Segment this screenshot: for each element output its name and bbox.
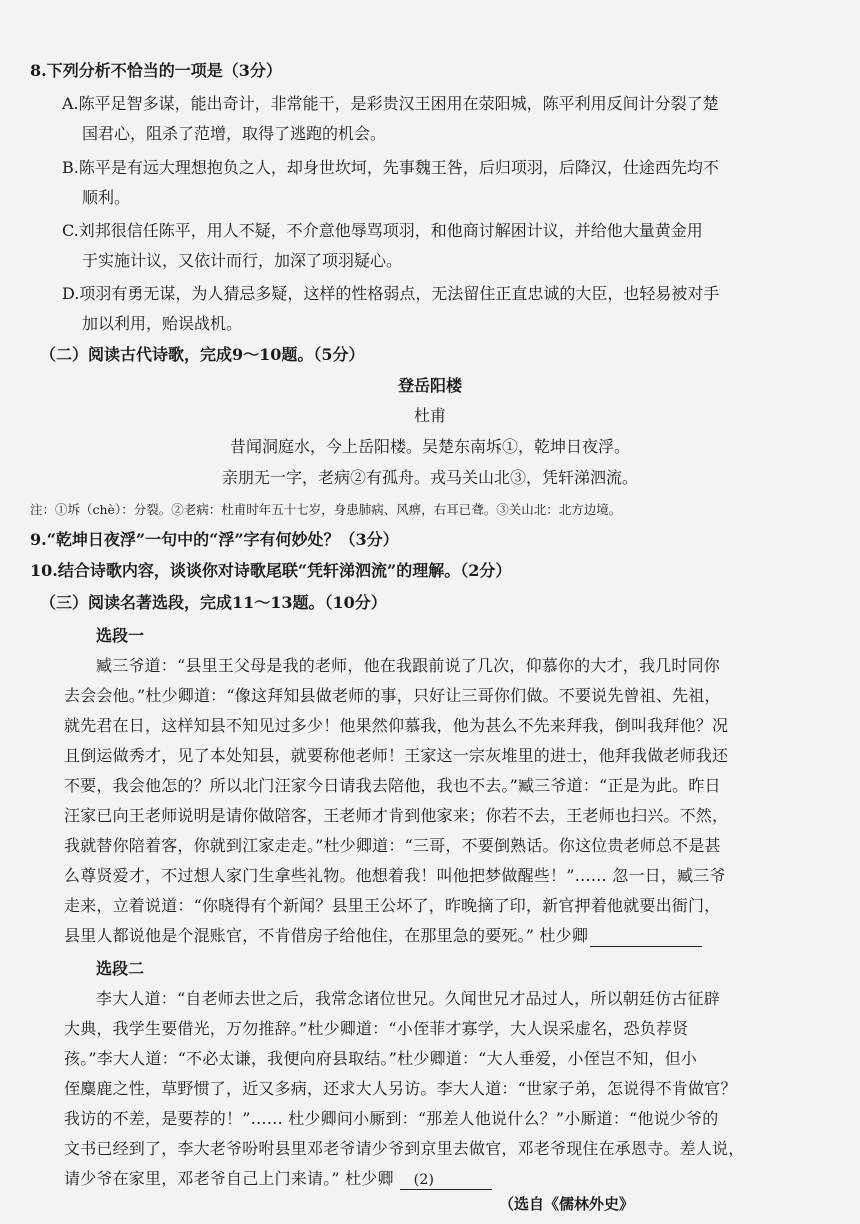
excerpt-1-line: 么尊贤爱才，不过想人家门生拿些礼物。他想着我！叫他把梦做醒些！”…… 忽一日，臧三爷 bbox=[64, 866, 726, 885]
poem-author: 杜甫 bbox=[413, 406, 446, 425]
question-10: 10.结合诗歌内容，谈谈你对诗歌尾联“凭轩涕泗流”的理解。（2分） bbox=[30, 561, 512, 580]
excerpt-1-line: 县里人都说他是个混账官，不肯借房子给他住，在那里急的要死。” 杜少卿 bbox=[64, 926, 589, 945]
excerpt-2-line: 孩。”李大人道：“不必太谦，我便向府县取结。”杜少卿道：“大人垂爱，小侄岂不知，但小 bbox=[64, 1049, 698, 1068]
option-b-line-1: B.陈平是有远大理想抱负之人，却身世坎坷，先事魏王咎，后归项羽，后降汉，仕途西先均不 bbox=[62, 158, 719, 177]
option-c-line-1: C.刘邦很信任陈平，用人不疑，不介意他辱骂项羽，和他商讨解困计议，并给他大量黄金用 bbox=[62, 221, 703, 240]
option-c-line-2: 于实施计议，又依计而行，加深了项羽疑心。 bbox=[82, 251, 403, 270]
excerpt-2-label: 选段二 bbox=[96, 959, 145, 978]
answer-blank-2[interactable] bbox=[400, 1171, 492, 1190]
poem-annotation: 注：①坼（chè）：分裂。②老病：杜甫时年五十七岁，身患肺病、风痹，右耳已聋。③关山北：北方边境。 bbox=[30, 502, 622, 517]
source-citation: （选自《儒林外史》 bbox=[498, 1195, 634, 1213]
excerpt-2-line: 侄麋鹿之性，草野惯了，近又多病，还求大人另访。李大人道：“世家子弟，怎说得不肯做官？ bbox=[64, 1079, 737, 1098]
poem-line-2: 亲朋无一字，老病②有孤舟。戎马关山北③，凭轩涕泗流。 bbox=[221, 468, 638, 487]
answer-blank-1[interactable] bbox=[590, 928, 702, 947]
excerpt-1-line: 我就替你陪着客，你就到江家走走。”杜少卿道：“三哥，不要倒熟话。你这位贵老师总不是甚 bbox=[64, 836, 721, 855]
option-a-line-2: 国君心，阻杀了范增，取得了逃跑的机会。 bbox=[82, 124, 387, 143]
answer-blank-2-label: (2) bbox=[413, 1172, 435, 1188]
excerpt-2-line: 大典，我学生要借光，万勿推辞。”杜少卿道：“小侄菲才寡学，大人误采虚名，恐负荐贤 bbox=[64, 1019, 689, 1038]
excerpt-1-last-line bbox=[64, 925, 702, 947]
excerpt-1-line: 去会会他。”杜少卿道：“像这拜知县做老师的事，只好让三哥你们做。不要说先曾祖、先祖， bbox=[64, 686, 721, 705]
option-d-line-2: 加以利用，贻误战机。 bbox=[82, 314, 243, 333]
excerpt-1-line: 走来，立着说道：“你晓得有个新闻？县里王公坏了，昨晚摘了印，新官押着他就要出衙门， bbox=[64, 896, 721, 915]
section-3-heading: （三）阅读名著选段，完成11～13题。（10分） bbox=[40, 593, 387, 612]
excerpt-2-line: 李大人道：“自老师去世之后，我常念诸位世兄。久闻世兄才品过人，所以朝廷仿古征辟 bbox=[96, 989, 720, 1008]
question-8-stem: 8.下列分析不恰当的一项是（3分） bbox=[30, 61, 282, 80]
excerpt-2-line: 我访的不差，是要荐的！”…… 杜少卿问小厮到：“那差人他说什么？”小厮道：“他说少爷的 bbox=[64, 1109, 719, 1128]
excerpt-1-line: 臧三爷道：“县里王父母是我的老师，他在我跟前说了几次，仰慕你的大才，我几时同你 bbox=[96, 656, 720, 675]
section-2-heading: （二）阅读古代诗歌，完成9～10题。（5分） bbox=[40, 345, 365, 364]
poem-title: 登岳阳楼 bbox=[397, 376, 462, 395]
excerpt-2-line: 文书已经到了，李大老爷吩咐县里邓老爷请少爷到京里去做官，邓老爷现住在承恩寺。差人说， bbox=[64, 1139, 745, 1158]
option-b-line-2: 顺利。 bbox=[82, 188, 131, 207]
option-d-line-1: D.项羽有勇无谋，为人猜忌多疑，这样的性格弱点，无法留住正直忠诚的大臣，也轻易被对手 bbox=[62, 284, 720, 303]
excerpt-1-line: 汪家已向王老师说明是请你做陪客，王老师才肯到他家来；你若不去，王老师也扫兴。不然， bbox=[64, 806, 729, 825]
question-9: 9.“乾坤日夜浮”一句中的“浮”字有何妙处？（3分） bbox=[30, 530, 399, 549]
option-a-line-1: A.陈平足智多谋，能出奇计，非常能干，是彩贵汉王困用在荥阳城，陈平利用反间计分裂了楚 bbox=[62, 94, 719, 113]
excerpt-1-line: 就先君在日，这样知县不知见过多少！他果然仰慕我，他为甚么不先来拜我，倒叫我拜他？况 bbox=[64, 716, 729, 735]
excerpt-1-line: 且倒运做秀才，见了本处知县，就要称他老师！王家这一宗灰堆里的进士，他拜我做老师我还 bbox=[64, 746, 729, 765]
excerpt-1-label: 选段一 bbox=[96, 626, 145, 645]
poem-line-1: 昔闻洞庭水，今上岳阳楼。吴楚东南坼①，乾坤日夜浮。 bbox=[229, 437, 630, 456]
excerpt-2-line: 请少爷在家里，邓老爷自己上门来请。” 杜少卿 bbox=[64, 1169, 394, 1188]
excerpt-2-last-line bbox=[64, 1168, 492, 1190]
excerpt-1-line: 不要，我会他怎的？所以北门汪家今日请我去陪他，我也不去。”臧三爷道：“正是为此。昨日 bbox=[64, 776, 721, 795]
